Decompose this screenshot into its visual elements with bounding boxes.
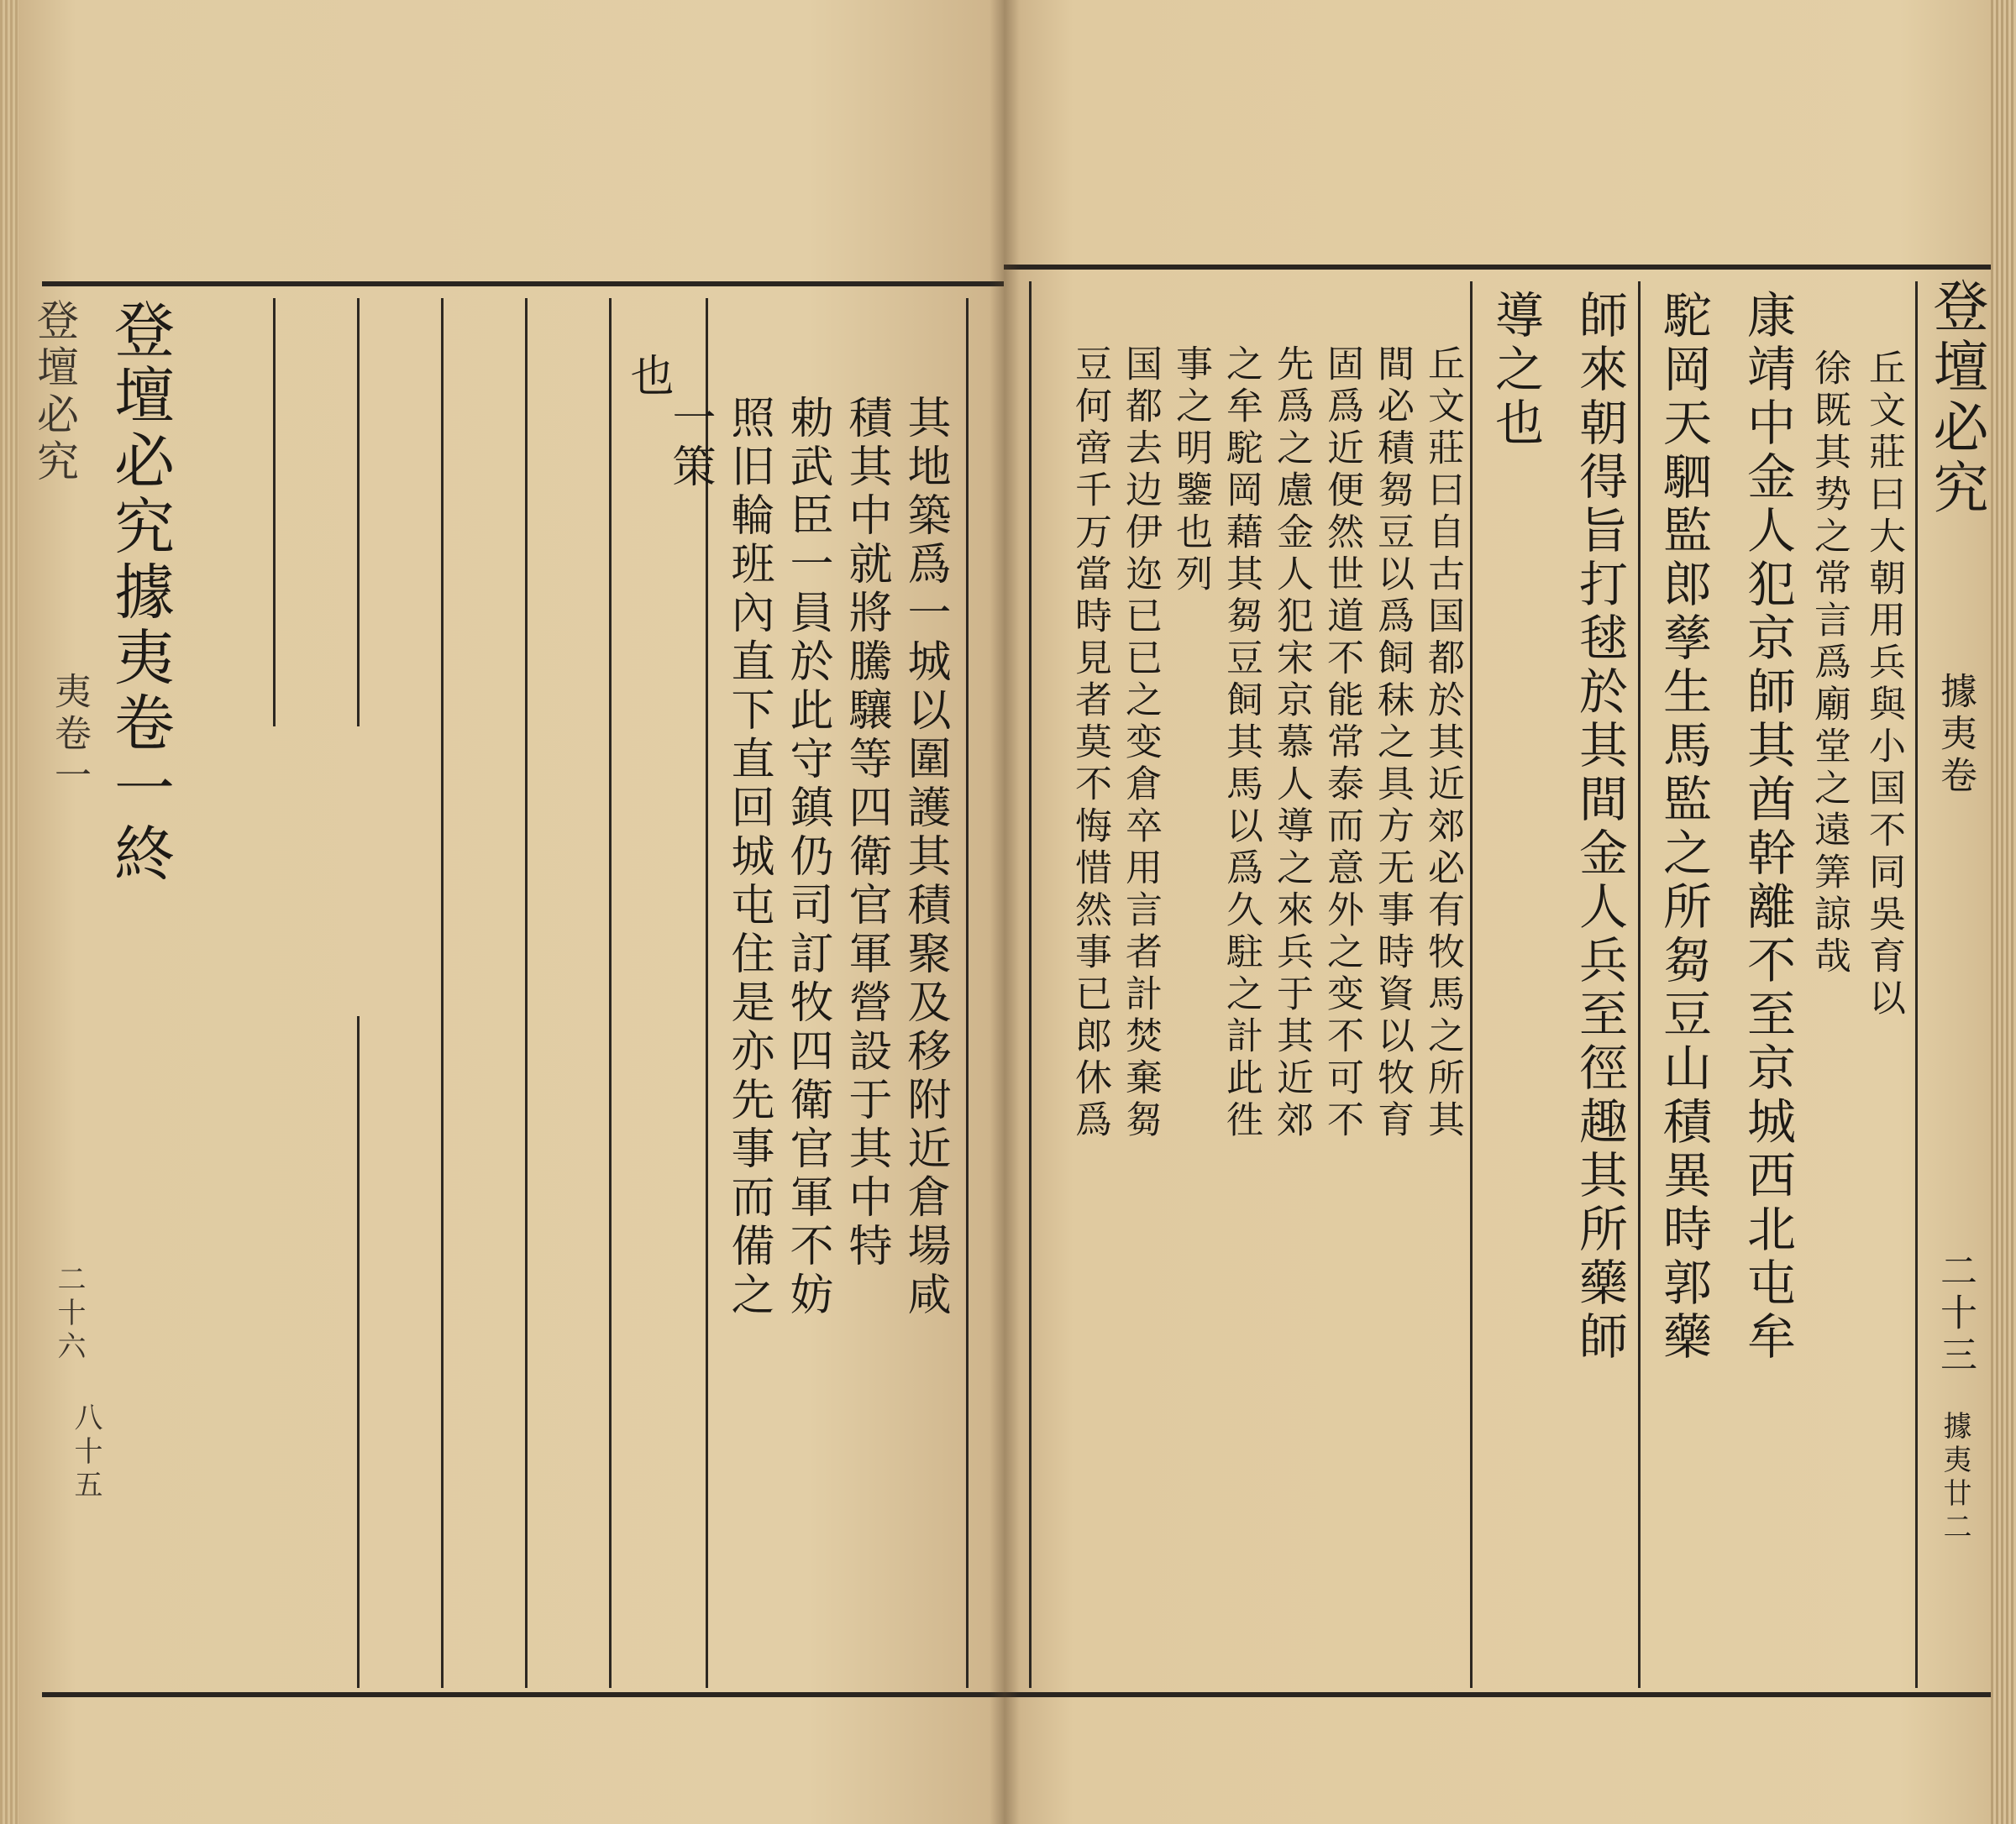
text-column: 師來朝得旨打毬於其間金人兵至徑趣其所藥師: [1571, 290, 1628, 1365]
right-page-edges: [1991, 0, 2016, 1824]
text-column: 間必積芻豆以爲飼秣之具方无事時資以牧育: [1371, 344, 1414, 1142]
text-column: 徐既其势之常言爲廟堂之遠筭諒哉: [1808, 349, 1851, 978]
text-column: 丘文莊曰大朝用兵與小国不同吳育以: [1862, 349, 1905, 1020]
right-side-label: 據夷卷: [1934, 672, 1977, 798]
left-folio-2: 八十五: [69, 1402, 102, 1503]
column-rule: [273, 298, 276, 726]
column-rule: [525, 298, 528, 1688]
text-column: 之牟駝岡藉其芻豆飼其馬以爲久駐之計此徃: [1220, 344, 1263, 1142]
column-rule: [706, 298, 708, 1688]
column-rule: [1638, 281, 1641, 1688]
text-column: 固爲近便然世道不能常泰而意外之变不可不: [1320, 344, 1363, 1142]
text-column: 事之明鑒也列: [1169, 344, 1212, 596]
right-inner-border: [1029, 281, 1032, 1688]
text-column: 一策: [664, 395, 715, 492]
column-rule: [1470, 281, 1473, 1688]
text-column: 照旧輪班內直下直回城屯住是亦先事而備之: [723, 395, 774, 1320]
text-column: 駝岡天駟監郎孳生馬監之所芻豆山積異時郭藥: [1655, 290, 1712, 1365]
right-bottom-rule: [1004, 1692, 1999, 1697]
volume-end-column: 登壇必究據夷卷一終: [104, 298, 175, 888]
column-rule: [357, 298, 360, 726]
text-column: 丘文莊曰自古国都於其近郊必有牧馬之所其: [1421, 344, 1464, 1142]
text-column: 其地築爲一城以圍護其積聚及移附近倉場咸: [900, 395, 950, 1320]
text-column: 導之也: [1487, 290, 1544, 451]
column-rule: [357, 1016, 360, 1688]
column-rule: [1915, 281, 1918, 1688]
left-bottom-rule: [42, 1692, 1004, 1697]
text-column: 豆何啻千万當時見者莫不悔惜然事已郎休爲: [1068, 344, 1111, 1142]
right-page: [1004, 0, 1999, 1824]
left-folio: 二十六: [52, 1264, 86, 1365]
left-page-edges: [0, 0, 18, 1824]
text-column: 国都去边伊迩已已之变倉卒用言者計焚棄芻: [1119, 344, 1162, 1142]
text-column: 也: [622, 353, 673, 401]
column-rule: [966, 298, 969, 1688]
text-column: 積其中就將騰驤等四衛官軍營設于其中特: [841, 395, 891, 1271]
right-header: 登壇必究: [1924, 277, 1988, 519]
left-top-rule: [42, 281, 1004, 286]
text-column: 康靖中金人犯京師其酋幹離不至京城西北屯牟: [1739, 290, 1796, 1365]
right-top-rule: [1004, 265, 1999, 270]
left-side-label: 夷卷一: [48, 672, 91, 798]
right-folio-2: 據夷廿二: [1938, 1411, 1971, 1545]
text-column: 勅武臣一員於此守鎮仍司訂牧四衛官軍不妨: [782, 395, 832, 1320]
column-rule: [441, 298, 444, 1688]
right-folio: 二十三: [1934, 1251, 1977, 1377]
column-rule: [609, 298, 612, 1688]
gutter-shadow: [990, 0, 1020, 1824]
text-column: 先爲之慮金人犯宋京慕人導之來兵于其近郊: [1270, 344, 1313, 1142]
left-margin-title: 登壇必究: [30, 298, 79, 486]
left-page: [17, 0, 1004, 1824]
